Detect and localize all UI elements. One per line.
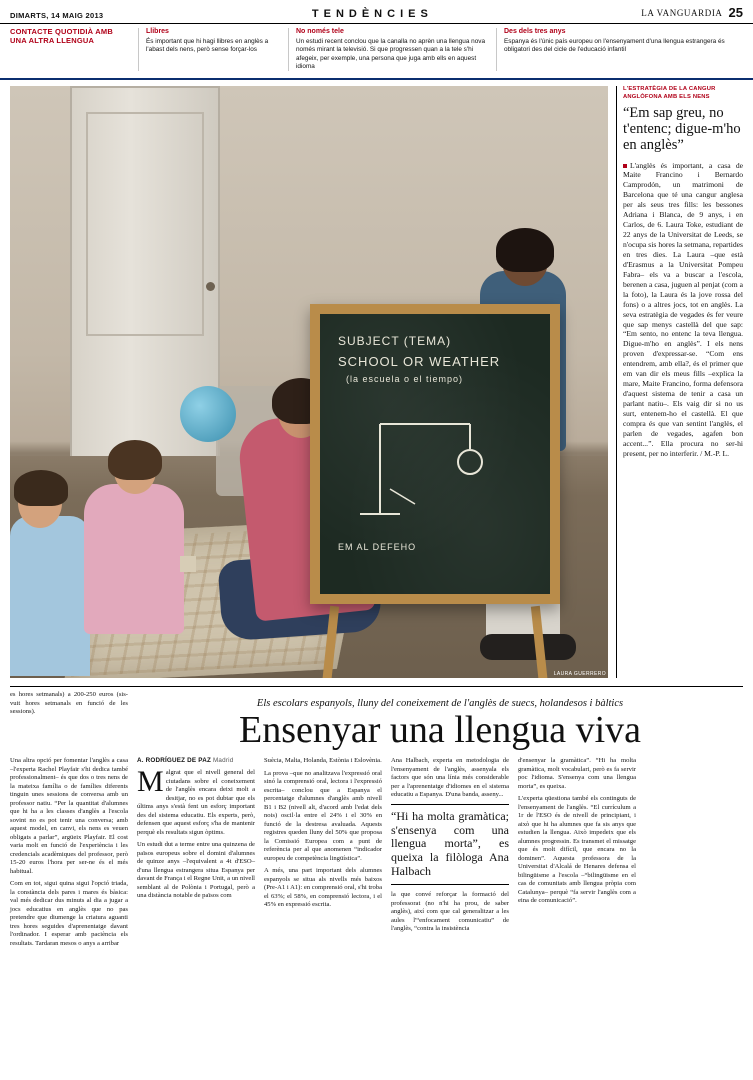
photo-floor-object — [180, 556, 196, 572]
column-4 — [518, 757, 636, 952]
brief-body: Un estudi recent conclou que la canalla no aprèn una llengua nova només mirant la televisió. Si que progressen quan a la tele s'hi afegeix, per exemple, una persona que juga amb ells en aquest idioma — [296, 38, 486, 71]
page-title: Ensenyar una llengua viva — [238, 709, 642, 752]
article-body — [0, 757, 753, 952]
pull-quote: “Hi ha molta gramàtica; s'ensenya com una llengua morta”, es queixa la filòloga Ana Halbach — [391, 804, 509, 885]
col3-para-1: Ana Halbach, experta en metodologia de l'ensenyament de l'anglès, assenyala els factors que són una línia més considerable per a l'aprenentatge d'idiomes en el sistema educatiu a Espanya. D'una banda, asseny... — [391, 757, 509, 799]
sidebar-body — [623, 161, 743, 459]
photo-and-sidebar — [0, 80, 753, 678]
section-title: TENDÈNCIES — [311, 8, 433, 20]
col0-para-2: Una altra opció per fomentar l'anglès a casa –l'experta Rachel Playfair s'hi dedica també professionalment– és que dos o tres nens de la mateixa família o de famílies diferents tinguin unes sessions de conversa amb un professor natiu. “Per la quantitat d'alumnes que hi ha a les classes d'anglès a l'escola sovint no es pot tenir una conversa; amb aquest model, en canvi, els nens es veuen obligats a parlar”, argüeix Playfair. El cost varia molt en funció de l'experiència i les credencials acadèmiques del professor, però 15-20 euros l'hora per ser-ne és el més habitual. — [10, 757, 128, 875]
brief-item — [138, 28, 288, 71]
photo-blackboard — [320, 314, 550, 594]
newspaper-brand: LA VANGUARDIA — [641, 7, 723, 18]
column-0 — [10, 757, 128, 952]
sidebar-body-text: L'anglès és important, a casa de Maite Francino i Bernardo Camprodón, un matrimoni de Barcelona que té una cangur anglesa per als seus tres fills: les bessones Adriana i Blanca, de 9 anys, i en Carlos, de 6. Laura Toke, estudiant de 22 anys de la Universitat de Leeds, se n'ocupa sis hores la setmana, repartides en tres dies. La Laura –que està d'Erasmus a la Universitat Pompeu Fabra– els va a buscar a l'escola, berenen a casa, juguen al penjat (com a la foto), la Laura és la jove rossa del fons) o a altres jocs, tot en anglès. La seva estratègia de vegades és fer veure que sap menys castellà del que sap: “Em sento, no entenc la teva llengua. Digue-m'ho en anglès”. I els nens proven d'expressar-se. “Com ens entendrem, amb ella?, és el primer que em van dir els meus fills –explica la mare, Maite Francino, forma defensora d'aquest sistema de tenir a casa un parlant natiu–. Els vaig dir si no us surt, entenem-ho el castellà. El que compra és que van sentint l'anglès, el parlen de vegades, agafen bon accent...”. Ella procura no ser-hi present, per no interferir. / M.-P. L. — [623, 160, 743, 458]
byline-author: A. RODRÍGUEZ DE PAZ — [137, 757, 212, 765]
brief-title: Llibres — [146, 28, 169, 35]
chalk-line-4: EM AL DEFEHO — [338, 542, 417, 553]
brief-item — [10, 28, 138, 71]
col1-para-2: Un estudi dut a terme entre una quinzena de països europeus sobre el domini d'alumnes de quinze anys –l'equivalent a 4t d'ESO– d'una llengua estrangera situa Espanya per davant de França i el Regne Unit, a un nivell semblant al de Polònia i Portugal, però a una distància notable de països com — [137, 841, 255, 900]
col2-para-1: Suècia, Malta, Holanda, Estònia i Eslovènia. — [264, 757, 382, 765]
brand-block — [641, 5, 743, 20]
col3-para-2: la que convé reforçar la formació del professorat (no n'hi ha prou, de saber anglès), així com que cal generalitzar a les aules l'“enfocament comunicatiu” de l'anglès, “contra la insistència — [391, 891, 509, 933]
photo-ball — [180, 386, 236, 442]
chalk-line-3: (la escuela o el tiempo) — [346, 374, 464, 385]
col4-para-2: L'experta qüestiona també els continguts de l'ensenyament de l'anglès. “El currículum a 1r de l'ESO és de nivell de principiant, i això que hi ha alumnes que fa sis anys que estudien la llengua. Això impedeix que els alumnes progressin. Es transmet el missatge que és molt difícil, que encara no la dominen”. Aquesta professora de la Universitat d'Alcalá de Henares defensa el bilingüisme a l'escola –“bilingüisme en el cas de comunitats amb llengua pròpia com Catalunya– perquè “fa servir l'anglès com a eina de comunicació”. — [518, 795, 636, 905]
brief-item — [496, 28, 743, 71]
lead-photo — [10, 86, 608, 678]
byline — [137, 757, 255, 765]
brief-title: No només tele — [296, 28, 344, 35]
page-number: 25 — [728, 5, 743, 20]
brief-body: Espanya és l'únic país europeu on l'ensenyament d'una llengua estrangera és obligatori des del cicle de l'educació infantil — [504, 38, 725, 54]
photo-child-left-hair — [14, 470, 68, 506]
chalk-line-1: SUBJECT (TEMA) — [338, 334, 452, 349]
chalk-line-2: SCHOOL OR WEATHER — [338, 354, 501, 370]
column-1 — [137, 757, 255, 952]
column-3 — [391, 757, 509, 952]
brief-item — [288, 28, 496, 71]
col2-para-2: La prova –que no analitzava l'expressió oral sinó la comprensió oral, lectora i l'expressió escrita– conclou que a Espanya el percentatge d'alumnes d'anglès amb nivell B1 i B2 (nivell alt, d'acord amb l'edat dels nois) oscil·la entre el 24% i el 30% en funció de la destresa avaluada. Aquests registres queden lluny del 50% que proposa la Comissió Europea com a punt de referència per al que anomenen “indicador europeu de competència lingüística”. — [264, 769, 382, 862]
photo-easel-legs — [310, 606, 560, 678]
masthead — [0, 0, 753, 24]
photo-credit: LAURA GUERRERO — [553, 671, 606, 678]
byline-city: Madrid — [212, 757, 234, 765]
red-square-bullet-icon — [623, 164, 627, 168]
photo-child-left-body — [10, 516, 90, 676]
col1-para-1: Malgrat que el nivell general del ciutadans sobre el coneixement de l'anglès encara deixi molt a desitjar, no es pot dubtar que els últims anys s'està fent un esforç important des del sistema educatiu. Els experts, però, defensen que aquest esforç s'ha de mantenir perquè els resultats sigun òptims. — [137, 765, 255, 836]
col0-para-1: es hores setmanals) a 200-250 euros (sis-vuit hores setmanals en funció de les sessions). — [10, 691, 128, 716]
headline-row — [0, 687, 753, 757]
column-2 — [264, 757, 382, 952]
brief-title: CONTACTE QUOTIDIÀ AMB UNA ALTRA LLENGUA — [10, 27, 113, 45]
photo-child-second-body — [84, 484, 184, 634]
photo-student-hair — [496, 228, 554, 272]
brief-title: Des dels tres anys — [504, 28, 566, 35]
col2-para-3: A més, una part important dels alumnes espanyols se situa als nivells més baixos (Pre-A1 i A1): en comprensió oral, s'hi troba el 63%; el 58%, en comprensió lectora, i el 45% en expressió escrita. — [264, 867, 382, 909]
photo-column — [10, 86, 608, 678]
col0-para-3: Com en tot, sigui quina sigui l'opció triada, la constància dels pares i mares és bàsica: val més dedicar dus minuts al dia a jugar a jocs educatius en anglès que no pas pretendre que diumenge la criatura aguanti tres hores seguides d'aprenentatge davant l'ordinador. I esperar amb paciència els resultats. Tardaran mesos o anys a arribar — [10, 880, 128, 947]
column-0-top — [10, 691, 128, 757]
chalk-drawing — [320, 314, 570, 614]
brief-body: És important que hi hagi llibres en anglès a l'abast dels nens, però sense forçar-los — [146, 38, 269, 54]
briefs-strip — [0, 24, 753, 80]
sidebar-headline: “Em sap greu, no t'entenc; digue-m'ho en anglès” — [623, 104, 741, 154]
issue-date: DIMARTS, 14 MAIG 2013 — [10, 11, 104, 20]
sidebar-story — [616, 86, 743, 678]
photo-child-second-hair — [108, 440, 162, 480]
standfirst: Els escolars espanyols, lluny del coneixement de l'anglès de suecs, holandesos i bàltics — [256, 698, 624, 710]
photo-blackboard-frame — [310, 304, 560, 604]
sidebar-kicker: L'ESTRATÈGIA DE LA CANGUR ANGLÒFONA AMB ELS NENS — [623, 86, 716, 100]
col4-para-1: d'ensenyar la gramàtica”. “Hi ha molta gramàtica, molt vocabulari, però es fa servir poc l'idioma. S'ensenya com una llengua morta”, es queixa. — [518, 757, 636, 790]
headline-block — [137, 691, 743, 757]
